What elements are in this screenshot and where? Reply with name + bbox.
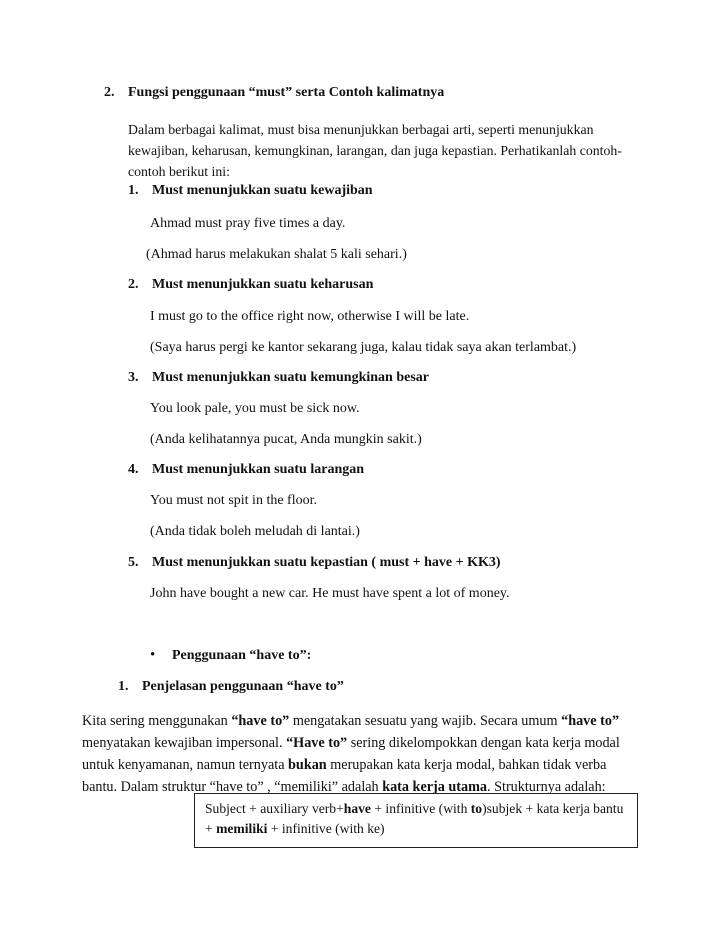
example-sentence: John have bought a new car. He must have spent a lot of money.: [150, 586, 510, 601]
text-run: sering dikelompokkan dengan kata kerja modal untuk kenyamanan, namun ternyata: [82, 735, 620, 773]
example-sentence: You look pale, you must be sick now.: [150, 401, 360, 416]
text-run: )subjek + kata kerja bantu +: [205, 801, 624, 836]
list-item-heading: [128, 462, 364, 478]
list-item-heading: [128, 183, 373, 199]
intro-paragraph: Dalam berbagai kalimat, must bisa menunjukkan berbagai arti, seperti menunjukkan kewajiban, keharusan, kemungkinan, larangan, dan juga kepastian. Perhatikanlah contoh-contoh berikut ini:: [128, 122, 622, 179]
item-title: Must menunjukkan suatu kepastian ( must + have + KK3): [152, 555, 501, 570]
list-item-heading: [128, 555, 501, 571]
subsection-title: Penjelasan penggunaan “have to”: [142, 679, 344, 694]
translation: (Anda kelihatannya pucat, Anda mungkin sakit.): [150, 432, 422, 447]
text-run: + infinitive (with: [370, 801, 471, 816]
bold-run: “Have to”: [286, 735, 348, 751]
translation: (Anda tidak boleh meludah di lantai.): [150, 524, 360, 539]
text-run: + infinitive (with ke): [267, 821, 385, 836]
text-run: merupakan kata kerja modal, bahkan tidak verba bantu. Dalam struktur “have to” , “memiliki” adalah: [82, 757, 607, 795]
item-title: Must menunjukkan suatu kemungkinan besar: [152, 370, 429, 385]
subsection-heading: [118, 679, 344, 695]
item-number: 4.: [128, 462, 139, 477]
bold-run: bukan: [288, 757, 327, 773]
body-paragraph: [82, 710, 644, 798]
item-title: Must menunjukkan suatu larangan: [152, 462, 365, 477]
text-run: menyatakan kewajiban impersonal.: [82, 735, 287, 751]
translation: (Ahmad harus melakukan shalat 5 kali sehari.): [146, 247, 407, 262]
example-sentence: Ahmad must pray five times a day.: [150, 216, 346, 231]
translation: (Saya harus pergi ke kantor sekarang juga, kalau tidak saya akan terlambat.): [150, 340, 577, 355]
item-number: 3.: [128, 370, 139, 385]
section-heading: [104, 85, 444, 101]
formula-box: [194, 793, 638, 848]
bold-run: have: [343, 801, 371, 816]
bold-run: “have to”: [231, 713, 290, 729]
item-number: 2.: [128, 277, 139, 292]
example-sentence: You must not spit in the floor.: [150, 493, 317, 508]
list-item-heading: [128, 277, 373, 293]
example-sentence: I must go to the office right now, otherwise I will be late.: [150, 309, 470, 324]
text-run: Subject + auxiliary verb+: [205, 801, 344, 816]
bold-run: to: [470, 801, 483, 816]
section-title: Fungsi penggunaan “must” serta Contoh kalimatnya: [128, 85, 445, 100]
item-title: Must menunjukkan suatu kewajiban: [152, 183, 373, 198]
item-number: 5.: [128, 555, 139, 570]
bold-run: kata kerja utama: [382, 779, 488, 795]
bold-run: “have to”: [561, 713, 620, 729]
text-run: Kita sering menggunakan: [82, 713, 232, 729]
list-item-heading: [128, 370, 429, 386]
bold-run: memiliki: [216, 821, 268, 836]
bullet-item: [150, 647, 311, 664]
item-number: 1.: [128, 183, 139, 198]
text-run: . Strukturnya adalah:: [487, 779, 606, 795]
formula-text: [205, 799, 629, 839]
text-run: mengatakan sesuatu yang wajib. Secara umum: [289, 713, 562, 729]
bullet-label: Penggunaan “have to”:: [172, 648, 312, 663]
bullet-icon: •: [150, 647, 156, 663]
section-number: 2.: [104, 85, 115, 100]
subsection-number: 1.: [118, 679, 129, 694]
item-title: Must menunjukkan suatu keharusan: [152, 277, 374, 292]
